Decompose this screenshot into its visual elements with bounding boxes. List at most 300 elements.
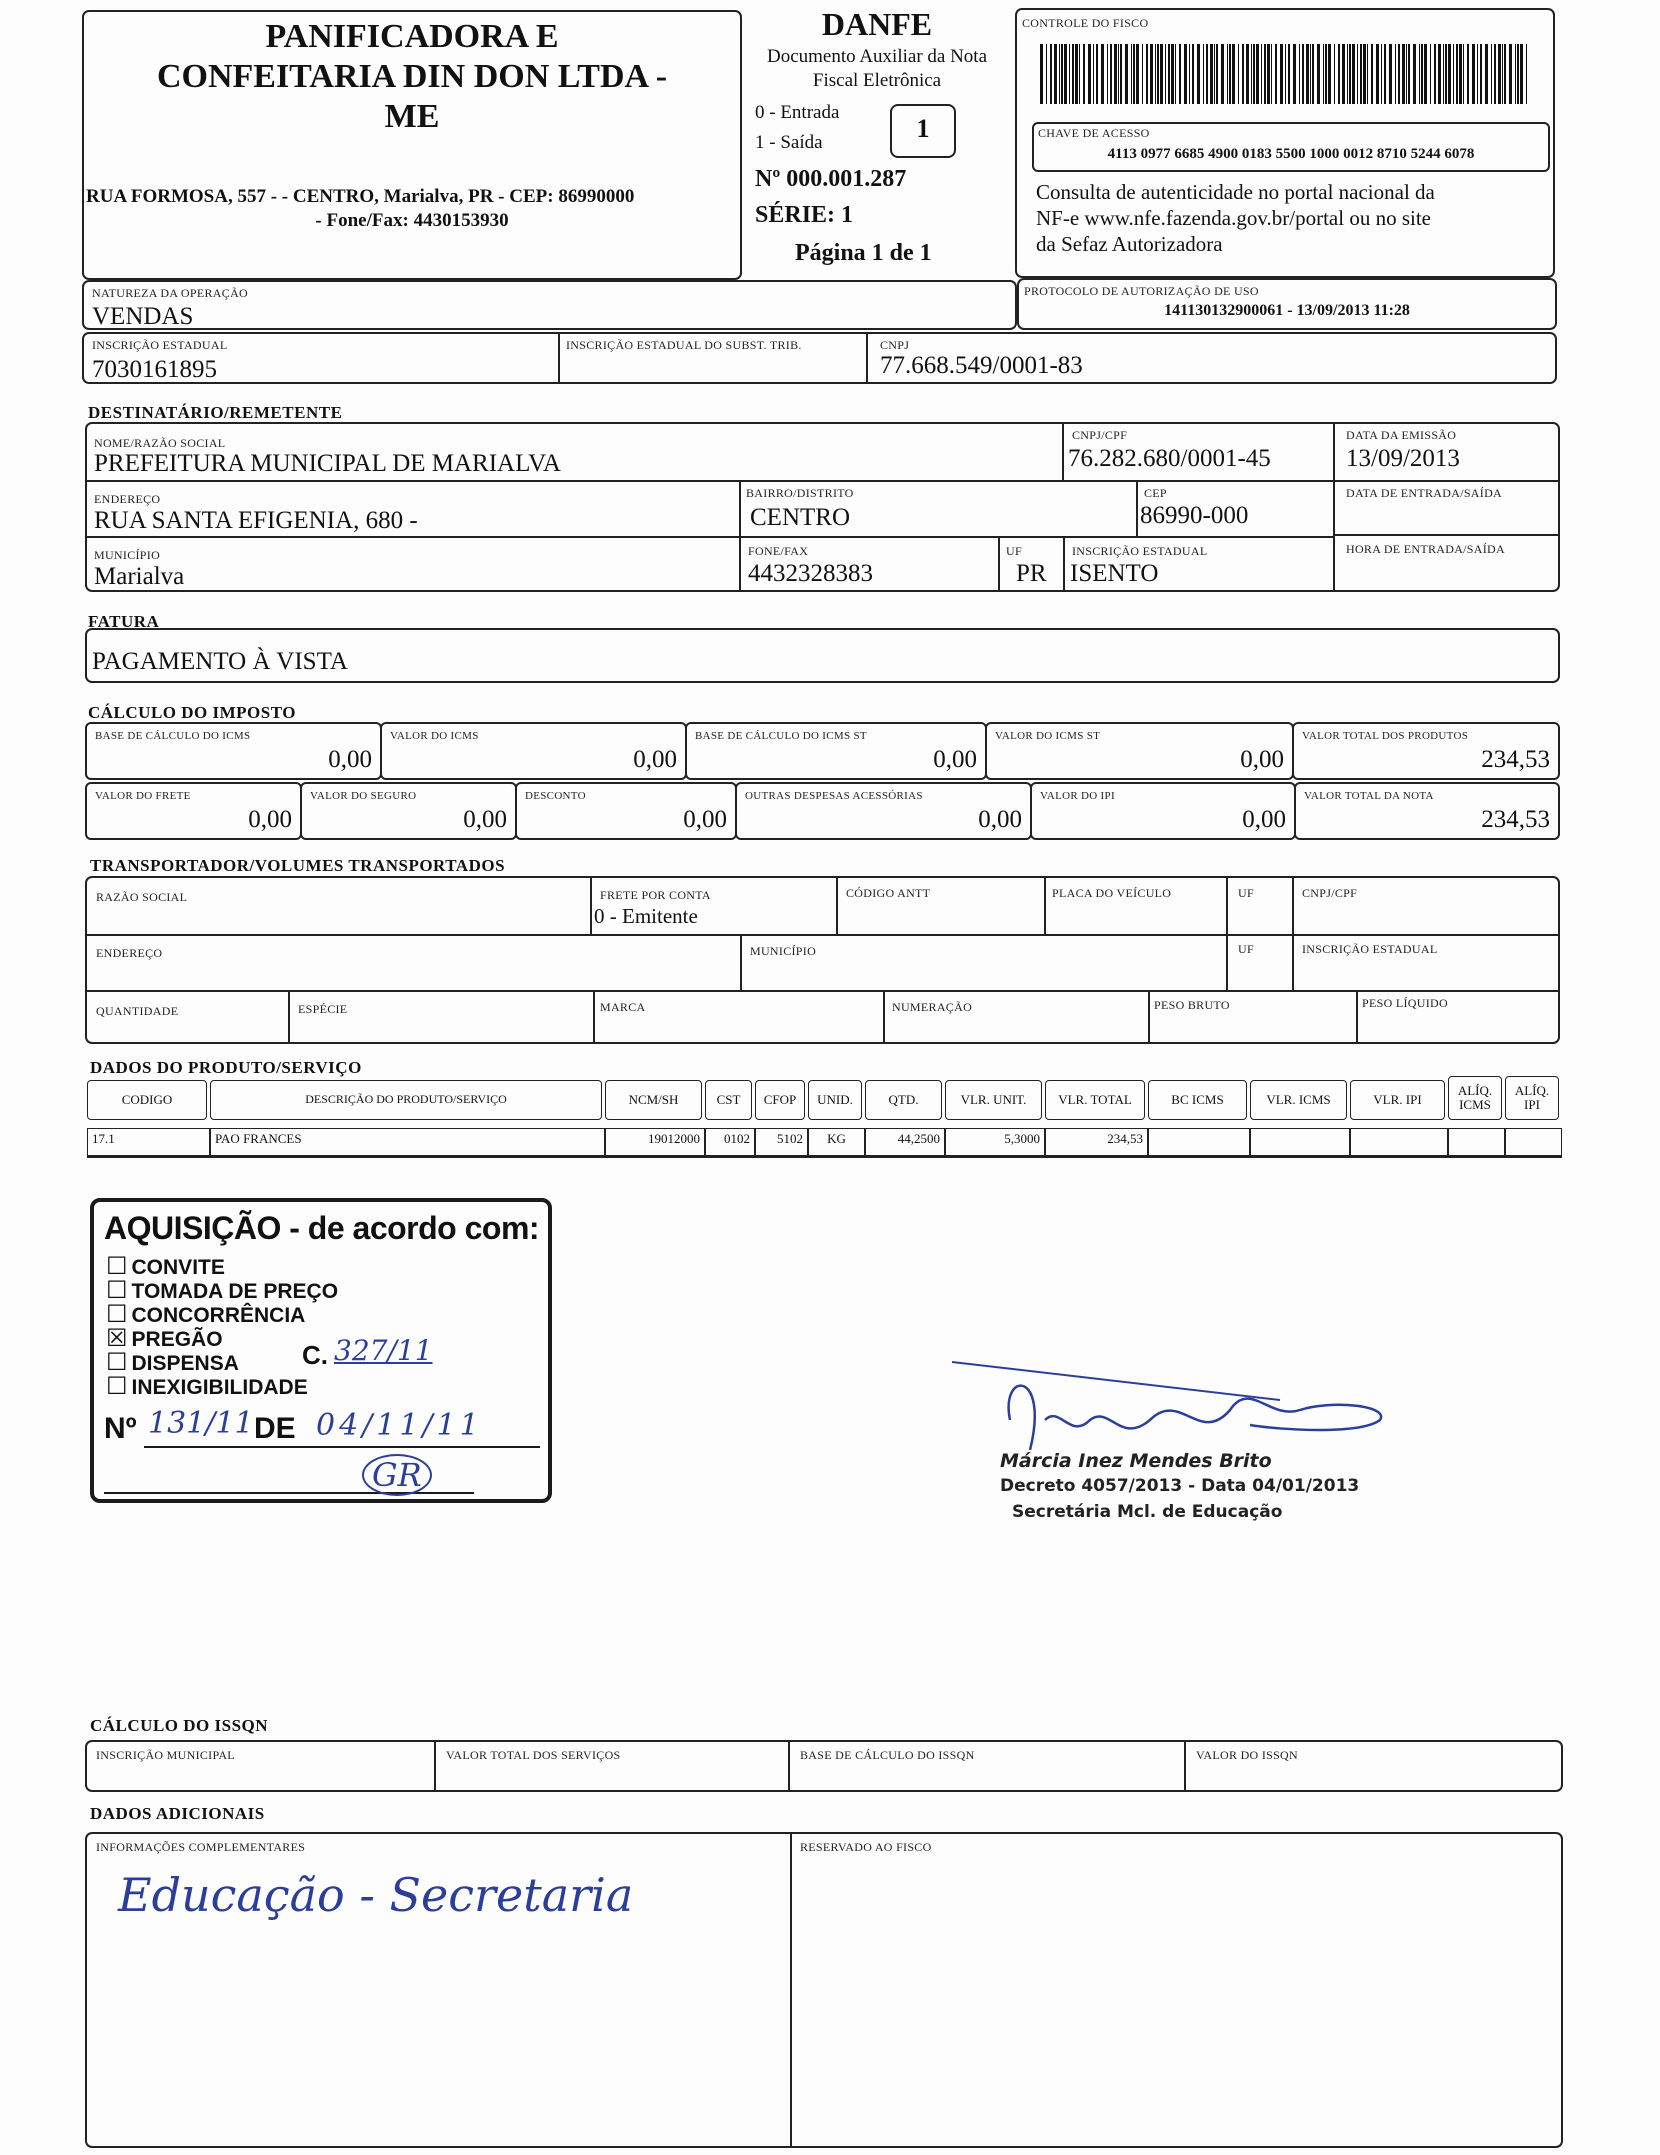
barcode-bar <box>1293 44 1296 104</box>
barcode-bar <box>1264 44 1266 104</box>
barcode-bar <box>1046 44 1047 104</box>
tr-peso-liquido-label: PESO LÍQUIDO <box>1362 996 1448 1010</box>
recipient-v4 <box>1136 480 1138 536</box>
col-header-vlr-icms: VLR. ICMS <box>1250 1080 1347 1120</box>
barcode-bar <box>1285 44 1286 104</box>
barcode-bar <box>1150 44 1153 104</box>
barcode-bar <box>1155 44 1156 104</box>
tr-razao-label: RAZÃO SOCIAL <box>96 890 188 904</box>
danfe-subtitle-2: Fiscal Eletrônica <box>812 70 942 91</box>
barcode-bar <box>1118 44 1119 104</box>
tax-value: 0,00 <box>978 806 1022 833</box>
rec-uf-value: PR <box>1016 560 1047 587</box>
chave-label: CHAVE DE ACESSO <box>1038 126 1150 140</box>
danfe-page: Página 1 de 1 <box>795 240 932 266</box>
barcode-bar <box>1059 44 1060 104</box>
issqn-v3 <box>1184 1740 1186 1792</box>
barcode-bar <box>1110 44 1112 104</box>
emitter-phone: - Fone/Fax: 4430153930 <box>315 210 509 231</box>
tax-value: 0,00 <box>1240 746 1284 773</box>
cell-vlr-unit: 5,3000 <box>945 1128 1045 1156</box>
barcode-bar <box>1238 44 1239 104</box>
barcode-bar <box>1323 44 1324 104</box>
tr-numeracao-label: NUMERAÇÃO <box>892 1000 973 1014</box>
barcode-bar <box>1096 44 1098 104</box>
barcode-bar <box>1171 44 1174 104</box>
barcode-bar <box>1459 44 1462 104</box>
tax-label: DESCONTO <box>525 790 586 802</box>
tr-endereco-label: ENDEREÇO <box>96 946 163 960</box>
info-complementares-label: INFORMAÇÕES COMPLEMENTARES <box>96 1840 306 1854</box>
barcode-bar <box>1434 44 1436 104</box>
barcode-bar <box>1463 44 1464 104</box>
recipient-v1 <box>1062 422 1064 480</box>
barcode-bar <box>1384 44 1386 104</box>
cell-cfop: 5102 <box>755 1128 808 1156</box>
transport-h2 <box>85 990 1560 992</box>
barcode-bar <box>1072 44 1074 104</box>
checkbox-icon: ☐ <box>106 1301 128 1328</box>
tax-label: VALOR TOTAL DOS PRODUTOS <box>1302 730 1469 742</box>
issqn-label-2: VALOR TOTAL DOS SERVIÇOS <box>446 1748 621 1762</box>
barcode-bar <box>1133 44 1135 104</box>
tr-ie-label: INSCRIÇÃO ESTADUAL <box>1302 942 1438 956</box>
barcode-bar <box>1288 44 1290 104</box>
cell-aliq-ipi <box>1505 1128 1562 1156</box>
products-section: DADOS DO PRODUTO/SERVIÇO <box>90 1058 362 1077</box>
barcode-bar <box>1408 44 1410 104</box>
barcode-bar <box>1197 44 1200 104</box>
cnpj-value: 77.668.549/0001-83 <box>880 352 1083 379</box>
acquisition-stamp <box>90 1198 552 1503</box>
tax-value: 0,00 <box>463 806 507 833</box>
barcode-bar <box>1395 44 1396 104</box>
rec-ie-value: ISENTO <box>1070 560 1159 587</box>
natureza-label: NATUREZA DA OPERAÇÃO <box>92 286 249 300</box>
barcode-bar <box>1342 44 1345 104</box>
barcode-bar <box>1101 44 1104 104</box>
barcode-bar <box>1443 44 1444 104</box>
tr-qtd-label: QUANTIDADE <box>96 1004 179 1018</box>
tax-label: VALOR DO IPI <box>1040 790 1115 802</box>
cell-vlr-total: 234,53 <box>1045 1128 1148 1156</box>
tr-marca-label: MARCA <box>600 1000 646 1014</box>
natureza-value: VENDAS <box>92 303 194 330</box>
stamp-de-label: DE <box>254 1412 296 1445</box>
rec-endereco-value: RUA SANTA EFIGENIA, 680 - <box>94 507 418 534</box>
barcode-bar <box>1088 44 1091 104</box>
barcode-bar <box>1438 44 1441 104</box>
rec-bairro-label: BAIRRO/DISTRITO <box>746 486 854 500</box>
barcode-bar <box>1210 44 1213 104</box>
barcode-bar <box>1453 44 1454 104</box>
danfe-entrada: 0 - Entrada <box>755 102 840 123</box>
barcode-bar <box>1299 44 1300 104</box>
tax-cell <box>85 782 302 840</box>
danfe-number: Nº 000.001.287 <box>755 166 907 192</box>
rec-bairro-value: CENTRO <box>750 504 850 531</box>
tax-cell <box>300 782 517 840</box>
tax-value: 0,00 <box>933 746 977 773</box>
rec-fone-value: 4432328383 <box>748 560 873 587</box>
barcode-bar <box>1107 44 1108 104</box>
protocolo-label: PROTOCOLO DE AUTORIZAÇÃO DE USO <box>1024 284 1259 298</box>
barcode-bar <box>1406 44 1407 104</box>
rec-municipio-label: MUNICÍPIO <box>94 548 161 562</box>
recipient-h1 <box>85 480 1335 482</box>
recipient-h3 <box>1333 480 1560 482</box>
barcode-bar <box>1413 44 1416 104</box>
tax-label: VALOR DO ICMS <box>390 730 479 742</box>
rec-emissao-value: 13/09/2013 <box>1346 445 1460 472</box>
cell-vlr-icms <box>1250 1128 1350 1156</box>
barcode-bar <box>1334 44 1335 104</box>
danfe-type-value: 1 <box>916 114 930 143</box>
barcode-bar <box>1246 44 1249 104</box>
tax-label: BASE DE CÁLCULO DO ICMS ST <box>695 730 867 742</box>
checkbox-icon: ☐ <box>106 1253 128 1280</box>
transport-r3-v1 <box>288 990 290 1044</box>
recipient-h4 <box>1333 534 1560 536</box>
ie-row-box <box>82 332 1557 384</box>
transport-r3-v4 <box>1148 990 1150 1044</box>
ie-divider-2 <box>866 332 868 384</box>
barcode-bar <box>1232 44 1235 104</box>
transport-r1-v2 <box>836 876 838 934</box>
barcode-bar <box>1203 44 1204 104</box>
barcode-bar <box>1349 44 1351 104</box>
rec-fone-label: FONE/FAX <box>748 544 809 558</box>
barcode-bar <box>1498 44 1501 104</box>
transport-r2-v3 <box>1292 934 1294 990</box>
rec-hora-label: HORA DE ENTRADA/SAÍDA <box>1346 542 1505 556</box>
rec-endereco-label: ENDEREÇO <box>94 492 161 506</box>
tax-label: VALOR TOTAL DA NOTA <box>1304 790 1434 802</box>
barcode-bar <box>1050 44 1052 104</box>
signature-role: Secretária Mcl. de Educação <box>1012 1502 1283 1522</box>
barcode-bar <box>1214 44 1215 104</box>
barcode-bar <box>1357 44 1358 104</box>
barcode-bar <box>1424 44 1427 104</box>
barcode-bar <box>1040 44 1043 104</box>
barcode-bar <box>1054 44 1057 104</box>
barcode-bar <box>1064 44 1067 104</box>
barcode-bar <box>1381 44 1382 104</box>
ie-label: INSCRIÇÃO ESTADUAL <box>92 338 228 352</box>
barcode-bar <box>1352 44 1355 104</box>
emitter-name-line3: ME <box>384 98 440 135</box>
tax-value: 0,00 <box>1242 806 1286 833</box>
transport-r3-v2 <box>593 990 595 1044</box>
stamp-title: AQUISIÇÃO - de acordo com: <box>104 1210 540 1246</box>
stamp-option <box>106 1372 308 1401</box>
recipient-v5 <box>998 536 1000 592</box>
barcode-bar <box>1075 44 1078 104</box>
consulta-line3: da Sefaz Autorizadora <box>1036 232 1223 256</box>
tr-peso-bruto-label: PESO BRUTO <box>1154 998 1230 1012</box>
barcode-bar <box>1271 44 1272 104</box>
adicionais-section: DADOS ADICIONAIS <box>90 1804 265 1823</box>
transport-r1-v3 <box>1044 876 1046 934</box>
rec-entrada-saida-label: DATA DE ENTRADA/SAÍDA <box>1346 486 1503 500</box>
rec-cnpj-value: 76.282.680/0001-45 <box>1068 445 1271 472</box>
transport-section: TRANSPORTADOR/VOLUMES TRANSPORTADOS <box>90 856 506 875</box>
transport-h1 <box>85 934 1560 936</box>
cell-cst: 0102 <box>705 1128 755 1156</box>
tax-cell <box>735 782 1032 840</box>
barcode-bar <box>1421 44 1423 104</box>
tax-label: BASE DE CÁLCULO DO ICMS <box>95 730 251 742</box>
issqn-section: CÁLCULO DO ISSQN <box>90 1716 269 1735</box>
tax-value: 0,00 <box>248 806 292 833</box>
barcode-bar <box>1253 44 1255 104</box>
recipient-h2 <box>85 536 1335 538</box>
cnpj-label: CNPJ <box>880 338 910 352</box>
cell-bc-icms <box>1148 1128 1250 1156</box>
stamp-option-label: PREGÃO <box>131 1328 223 1351</box>
barcode-bar <box>1302 44 1304 104</box>
danfe-title: DANFE <box>821 6 933 42</box>
adicionais-divider <box>790 1832 792 2148</box>
stamp-option-label: CONVITE <box>131 1256 225 1279</box>
barcode-bar <box>1485 44 1488 104</box>
barcode-bar <box>1494 44 1496 104</box>
rec-cep-label: CEP <box>1144 486 1167 500</box>
recipient-v2 <box>1333 422 1335 592</box>
danfe-subtitle-1: Documento Auxiliar da Nota <box>766 46 988 67</box>
transport-r3-v5 <box>1356 990 1358 1044</box>
barcode-bar <box>1280 44 1283 104</box>
barcode-bar <box>1445 44 1447 104</box>
barcode-bar <box>1515 44 1516 104</box>
emitter-name-line2: CONFEITARIA DIN DON LTDA - <box>156 58 668 95</box>
barcode-bar <box>1363 44 1366 104</box>
controle-label: CONTROLE DO FISCO <box>1022 16 1149 30</box>
fatura-value: PAGAMENTO À VISTA <box>92 648 348 675</box>
stamp-num-label: Nº <box>104 1412 137 1445</box>
stamp-c-label: C. <box>302 1340 328 1370</box>
protocolo-value: 141130132900061 - 13/09/2013 11:28 <box>1164 302 1410 319</box>
barcode-bar <box>1168 44 1170 104</box>
barcode-bar <box>1189 44 1190 104</box>
checkbox-icon: ☐ <box>106 1373 128 1400</box>
tax-cell <box>380 722 687 780</box>
tax-cell <box>1294 782 1560 840</box>
cell-qtd: 44,2500 <box>865 1128 945 1156</box>
tr-antt-label: CÓDIGO ANTT <box>846 886 931 900</box>
rec-cnpj-label: CNPJ/CPF <box>1072 428 1128 442</box>
col-header-vlr-unit: VLR. UNIT. <box>945 1080 1042 1120</box>
barcode-bar <box>1229 44 1231 104</box>
barcode-bar <box>1502 44 1503 104</box>
cell-codigo: 17.1 <box>87 1128 210 1156</box>
tax-value: 0,00 <box>633 746 677 773</box>
issqn-label-1: INSCRIÇÃO MUNICIPAL <box>96 1748 235 1762</box>
stamp-option-label: INEXIGIBILIDADE <box>131 1376 308 1399</box>
cell-aliq-icms <box>1448 1128 1505 1156</box>
reservado-fisco-label: RESERVADO AO FISCO <box>800 1840 932 1854</box>
rec-name-label: NOME/RAZÃO SOCIAL <box>94 436 226 450</box>
barcode-bar <box>1165 44 1166 104</box>
tax-cell <box>1292 722 1560 780</box>
barcode-bar <box>1491 44 1492 104</box>
col-header-aliq-icms: ALÍQ. ICMS <box>1448 1076 1502 1120</box>
tr-municipio-label: MUNICÍPIO <box>750 944 817 958</box>
barcode-bar <box>1367 44 1368 104</box>
barcode-bar <box>1136 44 1139 104</box>
tr-uf-label: UF <box>1238 886 1254 900</box>
barcode-bar <box>1376 44 1379 104</box>
tax-label: VALOR DO SEGURO <box>310 790 417 802</box>
barcode-bar <box>1472 44 1475 104</box>
tr-uf2-label: UF <box>1238 942 1254 956</box>
barcode-bar <box>1221 44 1224 104</box>
barcode-bar <box>1517 44 1519 104</box>
barcode-bar <box>1398 44 1400 104</box>
recipient-v3 <box>739 480 741 592</box>
barcode-bar <box>1079 44 1080 104</box>
tr-frete-label: FRETE POR CONTA <box>600 888 711 902</box>
barcode-bar <box>1160 44 1163 104</box>
tax-label: VALOR DO ICMS ST <box>995 730 1101 742</box>
col-header-unid: UNID. <box>808 1080 862 1120</box>
emitter-name-line1: PANIFICADORA E <box>265 18 559 55</box>
col-header-ncm: NCM/SH <box>605 1080 702 1120</box>
barcode-bar <box>1328 44 1331 104</box>
consulta-line1: Consulta de autenticidade no portal nacional da <box>1036 180 1435 204</box>
fatura-section: FATURA <box>88 612 160 631</box>
barcode-bar <box>1504 44 1506 104</box>
cell-vlr-ipi <box>1350 1128 1448 1156</box>
transport-r1-v1 <box>590 876 592 934</box>
barcode-bar <box>1261 44 1262 104</box>
products-bottom-line <box>87 1156 1562 1158</box>
signature-name: Márcia Inez Mendes Brito <box>1000 1450 1272 1472</box>
stamp-option-label: DISPENSA <box>131 1352 239 1375</box>
barcode-bar <box>1325 44 1327 104</box>
issqn-v1 <box>434 1740 436 1792</box>
barcode-bar <box>1456 44 1458 104</box>
barcode-bar <box>1389 44 1392 104</box>
barcode-bar <box>1338 44 1340 104</box>
barcode-bar <box>1114 44 1117 104</box>
barcode-bar <box>1347 44 1348 104</box>
checkbox-icon: ☐ <box>106 1349 128 1376</box>
rec-ie-label: INSCRIÇÃO ESTADUAL <box>1072 544 1208 558</box>
cell-unid: KG <box>808 1128 865 1156</box>
barcode-bar <box>1093 44 1094 104</box>
barcode-bar <box>1419 44 1420 104</box>
barcode-bar <box>1131 44 1132 104</box>
stamp-c-value: 327/11 <box>334 1334 433 1367</box>
handwritten-note: Educação - Secretaria <box>118 1868 634 1922</box>
barcode-bar <box>1142 44 1143 104</box>
rec-uf-label: UF <box>1006 544 1022 558</box>
barcode-bar <box>1184 44 1187 104</box>
ie-value: 7030161895 <box>92 356 217 383</box>
recipient-section: DESTINATÁRIO/REMETENTE <box>88 403 343 422</box>
barcode-bar <box>1267 44 1270 104</box>
barcode-bar <box>1275 44 1277 104</box>
danfe-saida: 1 - Saída <box>755 132 823 153</box>
barcode-bar <box>1216 44 1218 104</box>
tax-cell <box>985 722 1294 780</box>
tr-cnpj-label: CNPJ/CPF <box>1302 886 1358 900</box>
barcode-bar <box>1242 44 1244 104</box>
tr-placa-label: PLACA DO VEÍCULO <box>1052 886 1172 900</box>
stamp-initials: GR <box>362 1454 432 1496</box>
stamp-option-label: TOMADA DE PREÇO <box>131 1280 339 1303</box>
ie-divider-1 <box>558 332 560 384</box>
tax-value: 234,53 <box>1481 746 1550 773</box>
transport-r2-v1 <box>740 934 742 990</box>
col-header-descricao: DESCRIÇÃO DO PRODUTO/SERVIÇO <box>210 1080 602 1120</box>
issqn-label-3: BASE DE CÁLCULO DO ISSQN <box>800 1748 975 1762</box>
col-header-bc-icms: BC ICMS <box>1148 1080 1247 1120</box>
rec-cep-value: 86990-000 <box>1140 502 1249 529</box>
barcode-bar <box>1256 44 1259 104</box>
transport-r1-v5 <box>1292 876 1294 934</box>
col-header-vlr-total: VLR. TOTAL <box>1045 1080 1145 1120</box>
barcode-bar <box>1125 44 1128 104</box>
barcode-bar <box>1306 44 1309 104</box>
barcode-bar <box>1520 44 1523 104</box>
tax-cell <box>85 722 382 780</box>
barcode-bar <box>1206 44 1208 104</box>
tax-label: OUTRAS DESPESAS ACESSÓRIAS <box>745 790 923 802</box>
tax-label: VALOR DO FRETE <box>95 790 191 802</box>
ie-st-label: INSCRIÇÃO ESTADUAL DO SUBST. TRIB. <box>566 338 802 352</box>
tax-cell <box>685 722 987 780</box>
chave-value: 4113 0977 6685 4900 0183 5500 1000 0012 8710 5244 6078 <box>1107 146 1475 162</box>
barcode-bar <box>1371 44 1373 104</box>
rec-name-value: PREFEITURA MUNICIPAL DE MARIALVA <box>94 450 561 477</box>
barcode-bar <box>1061 44 1063 104</box>
tax-value: 0,00 <box>683 806 727 833</box>
barcode-bar <box>1402 44 1405 104</box>
barcode-bar <box>1448 44 1451 104</box>
tr-frete-value: 0 - Emitente <box>594 904 698 928</box>
barcode-bar <box>1157 44 1159 104</box>
consulta-line2: NF-e www.nfe.fazenda.gov.br/portal ou no site <box>1036 206 1431 230</box>
col-header-cst: CST <box>705 1080 752 1120</box>
danfe-serie: SÉRIE: 1 <box>755 202 854 228</box>
issqn-v2 <box>788 1740 790 1792</box>
tax-cell <box>515 782 737 840</box>
col-header-codigo: CODIGO <box>87 1080 207 1120</box>
barcode-bar <box>1251 44 1252 104</box>
barcode-bar <box>1146 44 1148 104</box>
recipient-v6 <box>1063 536 1065 592</box>
barcode-bar <box>1069 44 1070 104</box>
barcode <box>1040 44 1530 104</box>
stamp-date-line <box>144 1446 540 1448</box>
cell-descricao: PAO FRANCES <box>210 1128 605 1156</box>
stamp-option-label: CONCORRÊNCIA <box>131 1304 306 1327</box>
barcode-bar <box>1480 44 1482 104</box>
cell-ncm: 19012000 <box>605 1128 705 1156</box>
barcode-bar <box>1360 44 1362 104</box>
imposto-section: CÁLCULO DO IMPOSTO <box>88 703 296 722</box>
tr-especie-label: ESPÉCIE <box>298 1002 348 1016</box>
barcode-bar <box>1312 44 1314 104</box>
barcode-bar <box>1430 44 1431 104</box>
barcode-bar <box>1120 44 1122 104</box>
barcode-bar <box>1179 44 1181 104</box>
tax-cell <box>1030 782 1296 840</box>
transport-box <box>85 876 1560 1044</box>
barcode-bar <box>1083 44 1085 104</box>
